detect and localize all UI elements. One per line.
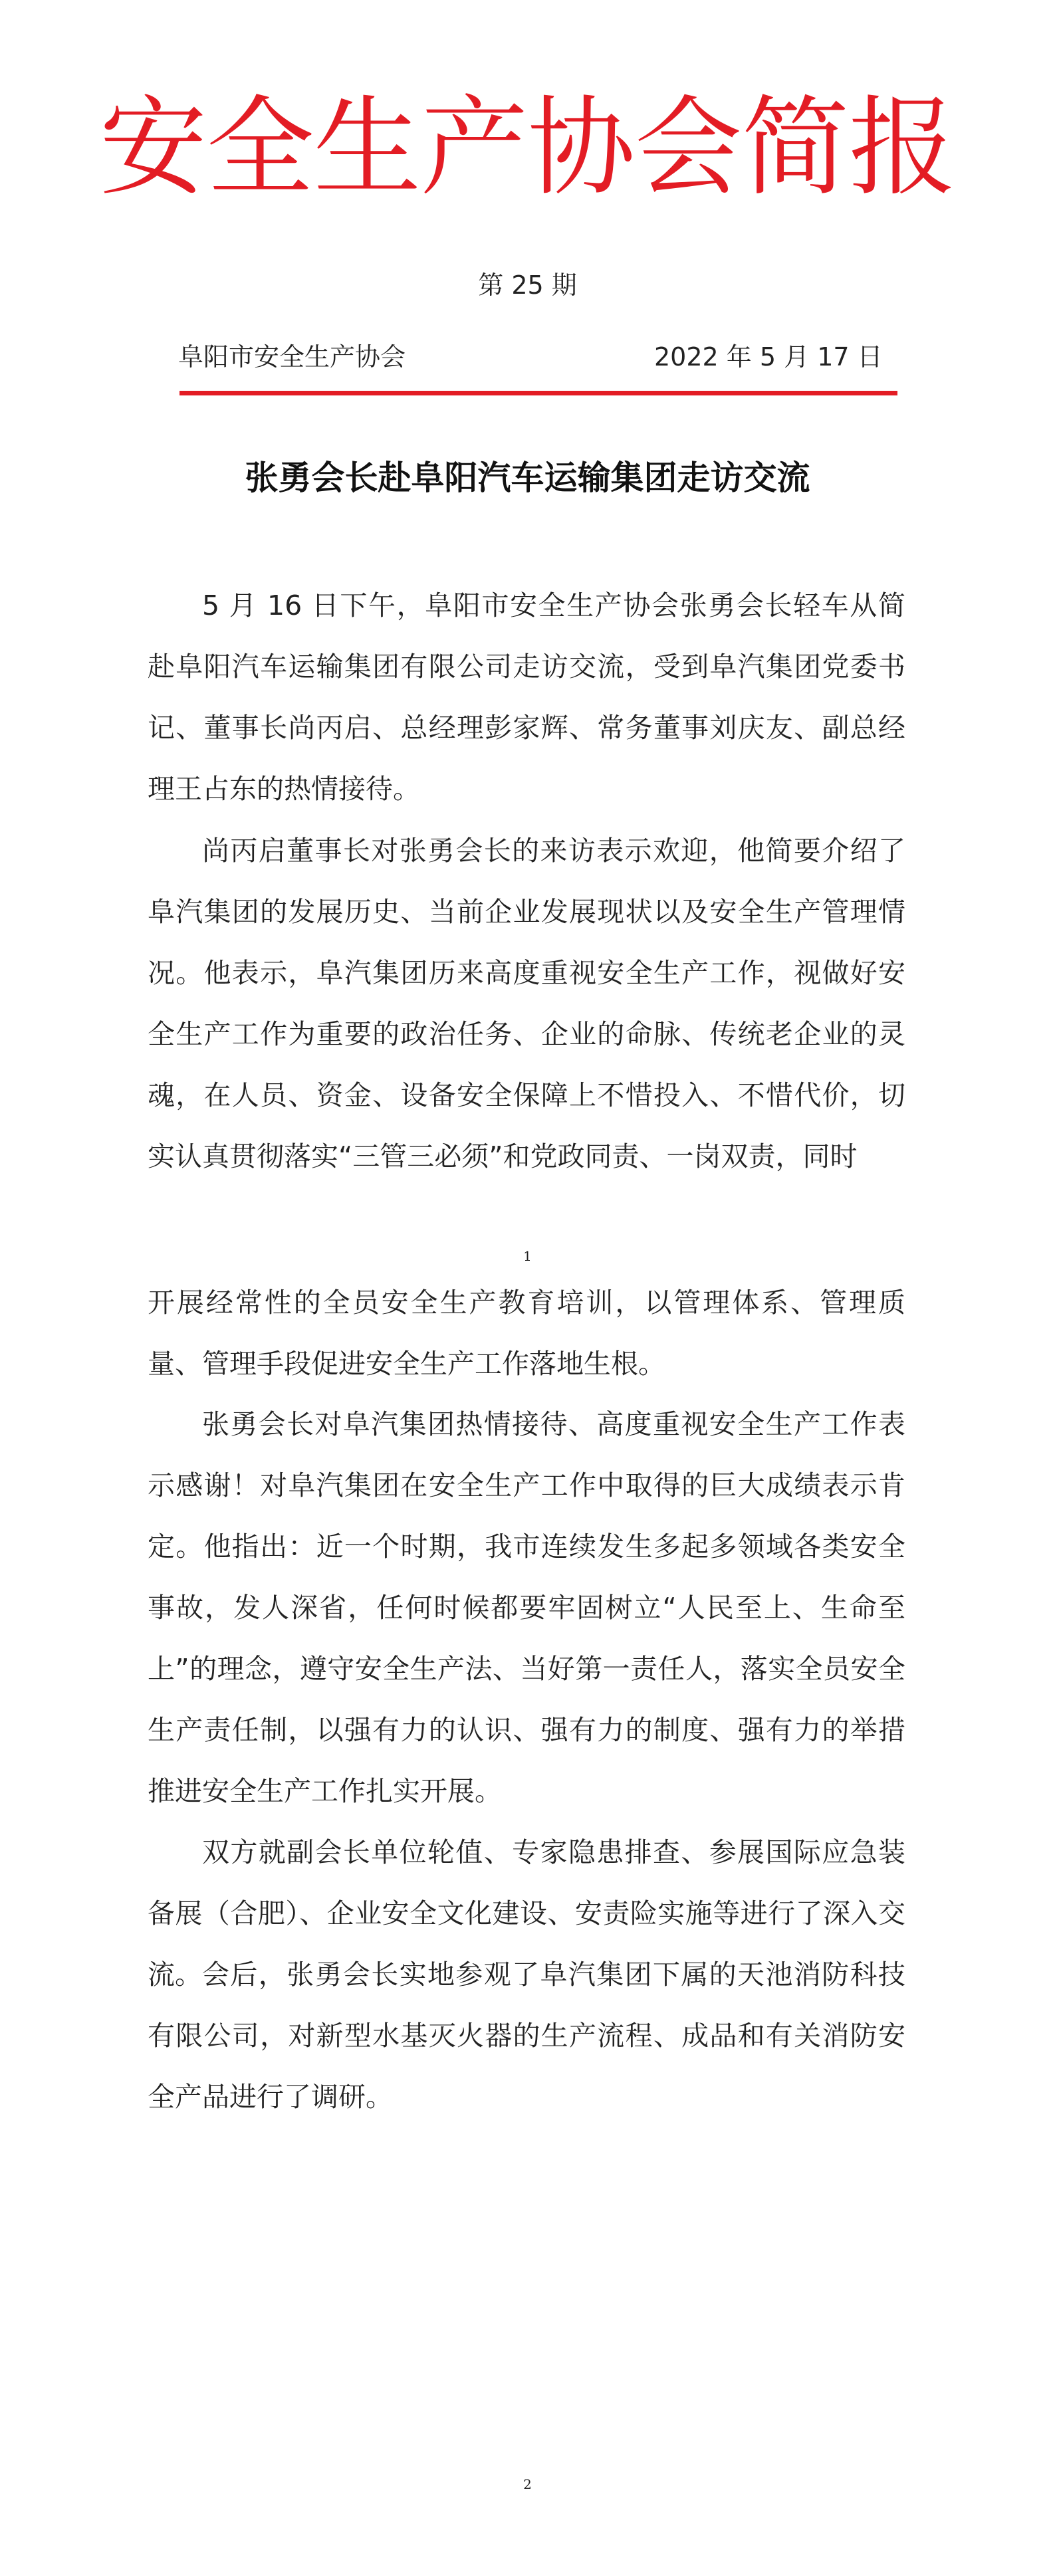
issue-number: 第 25 期 [478,270,577,300]
article-paragraph-text: 开展经常性的全员安全生产教育培训，以管理体系、管理质量、管理手段促进安全生产工作落地生根。 [148,1287,905,1380]
publication-date: 2022 年 5 月 17 日 [654,342,883,372]
article-paragraph-text: 双方就副会长单位轮值、专家隐患排查、参展国际应急装备展（合肥）、企业安全文化建设、安责险实施等进行了深入交流。 [148,1836,905,1990]
article-paragraph [148,575,905,819]
article-paragraph-text: 5 月 16 日下午，阜阳市安全生产协会张勇会长轻车从简赴阜阳汽车运输集团有限公司走访交流，受到阜汽集团党委书记、董事长尚丙启、总经理彭家辉、常务董事刘庆友、副总经理王占东的热情接待。 [148,590,905,805]
article-title: 张勇会长赴阜阳汽车运输集团走访交流 [245,458,810,497]
article-paragraph [148,820,905,1187]
article-paragraph-continued [148,1272,905,1394]
publisher-name: 阜阳市安全生产协会 [178,342,406,372]
masthead-title: 安全生产协会简报 [99,86,956,211]
article-paragraph-text: 会后，张勇会长实地参观了阜汽集团下属的天池消防科技有限公司，对新型水基灭火器的生产流程、成品和有关消防安全产品进行了调研。 [148,1959,905,2113]
article-paragraph-text: 张勇会长对阜汽集团热情接待、高度重视安全生产工作表示感谢！对阜汽集团在安全生产工作中取得的巨大成绩表示肯定。他指出：近一个时期，我市连续发生多起多领域各类安全事故，发人深省，任何时候都要牢固树立“人民至上、生命至上”的理念，遵守安全生产法、当好第一责任人，落实全员安全生产责任制，以强有力的认识、强有力的制度、强有力的举措推进安全生产工作扎实开展。 [148,1408,905,1807]
article-paragraph [148,1944,905,2127]
page-number: 1 [523,1248,532,1264]
article-paragraph [148,1394,905,1822]
page-number: 2 [523,2476,532,2492]
red-divider [179,391,897,395]
article-paragraph-text: 尚丙启董事长对张勇会长的来访表示欢迎，他简要介绍了阜汽集团的发展历史、当前企业发展现状以及安全生产管理情况。他表示，阜汽集团历来高度重视安全生产工作，视做好安全生产工作为重要的政治任务、企业的命脉、传统老企业的灵魂，在人员、资金、设备安全保障上不惜投入、不惜代价，切实认真贯彻落实“三管三必须”和党政同责、一岗双责，同时 [148,835,905,1172]
